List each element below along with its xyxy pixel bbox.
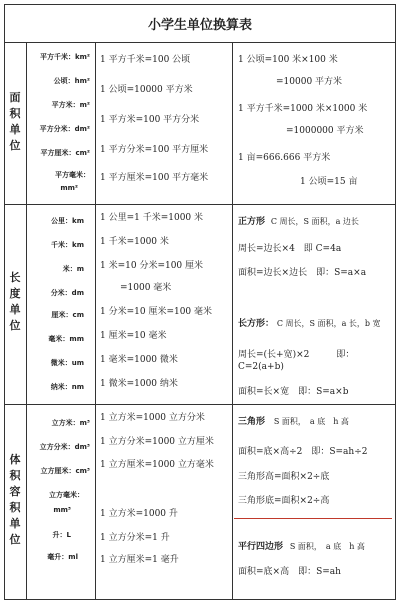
length-value: 1 公里=1 千米=1000 米 bbox=[100, 213, 204, 223]
volume-cat-char: 位 bbox=[9, 533, 21, 546]
area-value: 1 平方米=100 平方分米 bbox=[100, 115, 200, 125]
title-divider bbox=[4, 42, 396, 43]
border-left bbox=[4, 4, 5, 600]
volume-value: 1 立方分米=1000 立方厘米 bbox=[100, 437, 214, 447]
area-label: mm² bbox=[60, 184, 78, 192]
length-label: 公里：km bbox=[51, 217, 84, 225]
length-label: 千米：km bbox=[51, 241, 84, 249]
volume-label: 升：L bbox=[52, 531, 71, 539]
volume-cat-char: 单 bbox=[9, 517, 21, 530]
volume-cat-char: 体 bbox=[9, 453, 21, 466]
area-note: =1000000 平方米 bbox=[286, 126, 364, 136]
square-title: 正方形 bbox=[238, 217, 266, 227]
area-value: 1 平方厘米=100 平方毫米 bbox=[100, 173, 209, 183]
length-label: 微米：um bbox=[50, 359, 84, 367]
triangle-base: 三角形底=面积×2÷高 bbox=[238, 496, 330, 506]
conversion-table bbox=[4, 4, 396, 600]
area-value: 1 公顷=10000 平方米 bbox=[100, 85, 193, 95]
area-label: 平方分米：dm² bbox=[39, 125, 90, 133]
volume-label: 立方米：m³ bbox=[51, 419, 90, 427]
parallelogram-title: 平行四边形 bbox=[238, 542, 284, 552]
area-label: 平方千米：km² bbox=[39, 53, 90, 61]
length-value: 1 米=10 分米=100 厘米 bbox=[100, 261, 204, 271]
rect-vars: C 周长，S 面积，a 长，b 宽 bbox=[276, 319, 381, 328]
rect-perimeter: 周长=(长+宽)×2 即： bbox=[238, 350, 355, 360]
volume-label: 毫升：ml bbox=[47, 553, 78, 561]
area-label: 平方毫米： bbox=[55, 171, 90, 179]
volume-value: 1 立方分米=1 升 bbox=[100, 533, 170, 543]
length-value: 1 分米=10 厘米=100 毫米 bbox=[100, 307, 213, 317]
volume-value: 1 立方米=1000 立方分米 bbox=[100, 413, 205, 423]
triangle-title: 三角形 bbox=[238, 417, 266, 427]
volume-value: 1 立方厘米=1 毫升 bbox=[100, 555, 179, 565]
length-cat-char: 长 bbox=[9, 271, 21, 284]
parallelogram-area: 面积=底×高 即：S=ah bbox=[238, 567, 341, 577]
area-cat-char: 积 bbox=[9, 107, 21, 120]
area-cat-char: 面 bbox=[9, 91, 21, 104]
length-label: 纳米：nm bbox=[50, 383, 84, 391]
border-top bbox=[4, 4, 396, 5]
area-label: 平方米：m² bbox=[51, 101, 90, 109]
length-cat-char: 位 bbox=[9, 319, 21, 332]
length-value: 1 千米=1000 米 bbox=[100, 237, 169, 247]
volume-label: 立方分米：dm³ bbox=[39, 443, 90, 451]
area-value: 1 平方千米=100 公顷 bbox=[100, 55, 191, 65]
area-label: 平方厘米：cm² bbox=[40, 149, 90, 157]
area-note: =10000 平方米 bbox=[276, 77, 343, 87]
length-value: 1 厘米=10 毫米 bbox=[100, 331, 167, 341]
volume-label: 立方厘米：cm³ bbox=[40, 467, 90, 475]
square-heading bbox=[238, 214, 359, 227]
row-divider-1 bbox=[4, 204, 396, 205]
volume-cat-char: 容 bbox=[9, 485, 21, 498]
col-divider-2 bbox=[95, 42, 96, 600]
volume-label: mm³ bbox=[53, 506, 71, 514]
length-cat-char: 度 bbox=[9, 287, 21, 300]
parallelogram-heading bbox=[238, 539, 365, 552]
border-right bbox=[395, 4, 396, 600]
volume-cat-char: 积 bbox=[9, 501, 21, 514]
volume-value: 1 立方米=1000 升 bbox=[100, 509, 178, 519]
volume-label: 立方毫米： bbox=[49, 491, 84, 499]
row-divider-2 bbox=[4, 404, 396, 405]
square-perimeter: 周长=边长×4 即 C=4a bbox=[238, 244, 342, 254]
triangle-vars: S 面积， a 底 h 高 bbox=[273, 417, 349, 426]
col-divider-1 bbox=[26, 42, 27, 600]
length-value: =1000 毫米 bbox=[120, 283, 172, 293]
length-value: 1 毫米=1000 微米 bbox=[100, 355, 178, 365]
length-cat-char: 单 bbox=[9, 303, 21, 316]
length-category bbox=[8, 270, 22, 334]
length-value: 1 微米=1000 纳米 bbox=[100, 379, 178, 389]
volume-category bbox=[8, 452, 22, 548]
rect-area: 面积=长×宽 即：S=a×b bbox=[238, 387, 349, 397]
shape-separator bbox=[234, 518, 392, 519]
square-area: 面积=边长×边长 即：S=a×a bbox=[238, 268, 367, 278]
area-note: 1 平方千米=1000 米×1000 米 bbox=[238, 104, 368, 114]
triangle-heading bbox=[238, 414, 349, 427]
square-vars: C 周长，S 面积，a 边长 bbox=[270, 217, 359, 226]
triangle-height: 三角形高=面积×2÷底 bbox=[238, 472, 330, 482]
col-divider-3 bbox=[232, 42, 233, 600]
rect-perimeter-formula: C=2(a+b) bbox=[238, 362, 284, 372]
triangle-area: 面积=底×高÷2 即：S=ah÷2 bbox=[238, 447, 368, 457]
rect-title: 长方形： bbox=[238, 319, 275, 329]
length-label: 厘米：cm bbox=[51, 311, 84, 319]
area-note: 1 亩=666.666 平方米 bbox=[238, 153, 331, 163]
length-label: 毫米：mm bbox=[48, 335, 84, 343]
area-note: 1 公顷=15 亩 bbox=[300, 177, 358, 187]
parallelogram-vars: S 面积， a 底 h 高 bbox=[289, 542, 365, 551]
area-category bbox=[8, 90, 22, 154]
length-label: 分米：dm bbox=[50, 289, 84, 297]
page-title: 小学生单位换算表 bbox=[147, 18, 252, 33]
area-value: 1 平方分米=100 平方厘米 bbox=[100, 145, 209, 155]
area-note: 1 公顷=100 米×100 米 bbox=[238, 55, 338, 65]
length-label: 米：m bbox=[62, 265, 84, 273]
area-cat-char: 位 bbox=[9, 139, 21, 152]
volume-cat-char: 积 bbox=[9, 469, 21, 482]
border-bottom bbox=[4, 599, 396, 600]
rect-heading bbox=[238, 316, 381, 329]
volume-value: 1 立方厘米=1000 立方毫米 bbox=[100, 460, 214, 470]
area-label: 公顷：hm² bbox=[53, 77, 90, 85]
area-cat-char: 单 bbox=[9, 123, 21, 136]
